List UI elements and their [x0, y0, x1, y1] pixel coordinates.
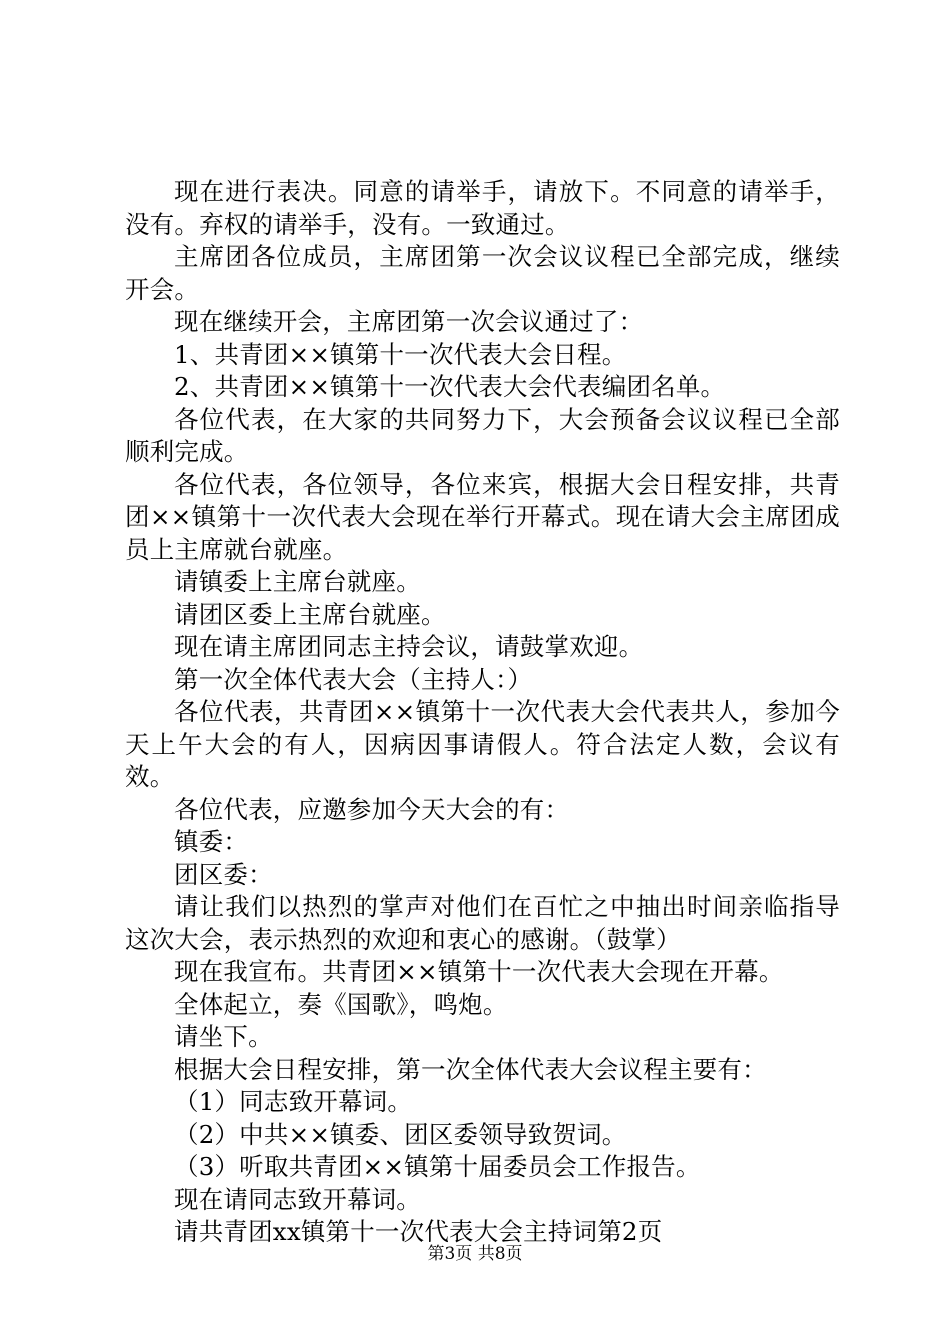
paragraph: 现在继续开会，主席团第一次会议通过了： — [174, 307, 644, 336]
paragraph: 请镇委上主席台就座。 — [174, 567, 421, 596]
list-item: （3）听取共青团××镇第十届委员会工作报告。 — [174, 1152, 701, 1181]
paragraph: 各位代表，在大家的共同努力下，大会预备会议议程已全部顺利完成。 — [125, 404, 840, 466]
paragraph: 各位代表，各位领导，各位来宾，根据大会日程安排，共青团××镇第十一次代表大会现在举行开幕式。现在请大会主席团成员上主席就台就座。 — [125, 469, 840, 564]
document-body — [125, 176, 840, 1249]
page-number: 第3页 共8页 — [427, 1244, 523, 1264]
paragraph: 团区委： — [174, 859, 273, 889]
page-footer — [0, 1244, 950, 1264]
list-item: 2、共青团××镇第十一次代表大会代表编团名单。 — [174, 372, 726, 401]
paragraph: 请共青团xx镇第十一次代表大会主持词第2页 — [174, 1217, 663, 1246]
paragraph: 各位代表，共青团××镇第十一次代表大会代表共人，参加今天上午大会的有人，因病因事请假人。符合法定人数，会议有效。 — [125, 697, 840, 791]
paragraph: 镇委： — [174, 827, 249, 856]
paragraph: 现在请同志致开幕词。 — [174, 1184, 421, 1214]
paragraph: 请坐下。 — [174, 1022, 273, 1051]
paragraph: 现在进行表决。同意的请举手，请放下。不同意的请举手，没有。弃权的请举手，没有。一致通过。 — [125, 177, 840, 239]
paragraph: 根据大会日程安排，第一次全体代表大会议程主要有： — [174, 1054, 767, 1084]
paragraph: 现在请主席团同志主持会议，请鼓掌欢迎。 — [174, 632, 644, 661]
paragraph: 请让我们以热烈的掌声对他们在百忙之中抽出时间亲临指导这次大会，表示热烈的欢迎和衷心的感谢。（鼓掌） — [125, 892, 840, 954]
paragraph: 全体起立，奏《国歌》，鸣炮。 — [174, 989, 508, 1019]
paragraph: 请团区委上主席台就座。 — [174, 599, 446, 629]
paragraph: 现在我宣布。共青团××镇第十一次代表大会现在开幕。 — [174, 957, 784, 986]
section-heading: 第一次全体代表大会（主持人：） — [174, 664, 533, 694]
paragraph: 各位代表，应邀参加今天大会的有： — [174, 794, 570, 824]
list-item: 1、共青团××镇第十一次代表大会日程。 — [174, 339, 627, 369]
list-item: （2）中共××镇委、团区委领导致贺词。 — [174, 1119, 627, 1149]
list-item: （1）同志致开幕词。 — [174, 1087, 413, 1116]
paragraph: 主席团各位成员，主席团第一次会议议程已全部完成，继续开会。 — [125, 242, 840, 304]
